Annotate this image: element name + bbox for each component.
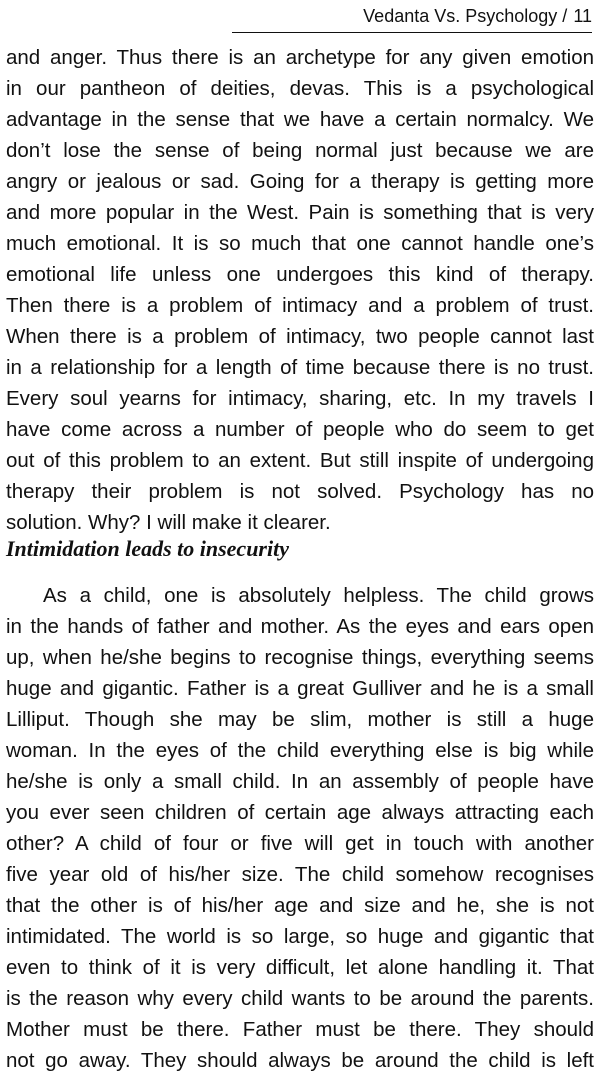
- text-line: is the reason why every child wants to be around the parents.: [6, 987, 594, 1010]
- text-line: and more popular in the West. Pain is something that is very: [6, 201, 594, 224]
- text-line: Lilliput. Though she may be slim, mother is still a huge: [6, 708, 594, 731]
- text-line: therapy their problem is not solved. Psychology has no: [6, 480, 594, 503]
- text-line: other? A child of four or five will get in touch with another: [6, 832, 594, 855]
- text-line: Then there is a problem of intimacy and a problem of trust.: [6, 294, 594, 317]
- text-line: not go away. They should always be around the child is left: [6, 1049, 594, 1072]
- running-title: Vedanta Vs. Psychology /: [363, 6, 568, 26]
- text-line: much emotional. It is so much that one cannot handle one’s: [6, 232, 594, 255]
- text-line: solution. Why? I will make it clearer.: [6, 511, 331, 534]
- text-line: advantage in the sense that we have a certain normalcy. We: [6, 108, 594, 131]
- paragraph-2: [6, 580, 594, 1076]
- text-line: don’t lose the sense of being normal just because we are: [6, 139, 594, 162]
- text-line: Mother must be there. Father must be there. They should: [6, 1018, 594, 1041]
- text-line: you ever seen children of certain age always attracting each: [6, 801, 594, 824]
- text-line: out of this problem to an extent. But still inspite of undergoing: [6, 449, 594, 472]
- text-line: in our pantheon of deities, devas. This is a psychological: [6, 77, 594, 100]
- paragraph-1: [6, 42, 594, 538]
- text-line: in a relationship for a length of time because there is no trust.: [6, 356, 594, 379]
- text-line: As a child, one is absolutely helpless. The child grows: [43, 584, 594, 607]
- text-line: in the hands of father and mother. As the eyes and ears open: [6, 615, 594, 638]
- text-line: woman. In the eyes of the child everything else is big while: [6, 739, 594, 762]
- text-line: up, when he/she begins to recognise things, everything seems: [6, 646, 594, 669]
- text-line: huge and gigantic. Father is a great Gulliver and he is a small: [6, 677, 594, 700]
- text-line: angry or jealous or sad. Going for a therapy is getting more: [6, 170, 594, 193]
- text-line: even to think of it is very difficult, let alone handling it. That: [6, 956, 594, 979]
- text-line: Every soul yearns for intimacy, sharing, etc. In my travels I: [6, 387, 594, 410]
- page-number: 11: [573, 6, 592, 26]
- text-line: emotional life unless one undergoes this kind of therapy.: [6, 263, 594, 286]
- text-line: that the other is of his/her age and size and he, she is not: [6, 894, 594, 917]
- text-line: intimidated. The world is so large, so huge and gigantic that: [6, 925, 594, 948]
- text-line: and anger. Thus there is an archetype for any given emotion: [6, 46, 594, 69]
- text-line: five year old of his/her size. The child somehow recognises: [6, 863, 594, 886]
- section-heading: Intimidation leads to insecurity: [6, 536, 289, 561]
- text-line: When there is a problem of intimacy, two people cannot last: [6, 325, 594, 348]
- text-line: he/she is only a small child. In an assembly of people have: [6, 770, 594, 793]
- text-line: have come across a number of people who do seem to get: [6, 418, 594, 441]
- running-header: [232, 4, 592, 33]
